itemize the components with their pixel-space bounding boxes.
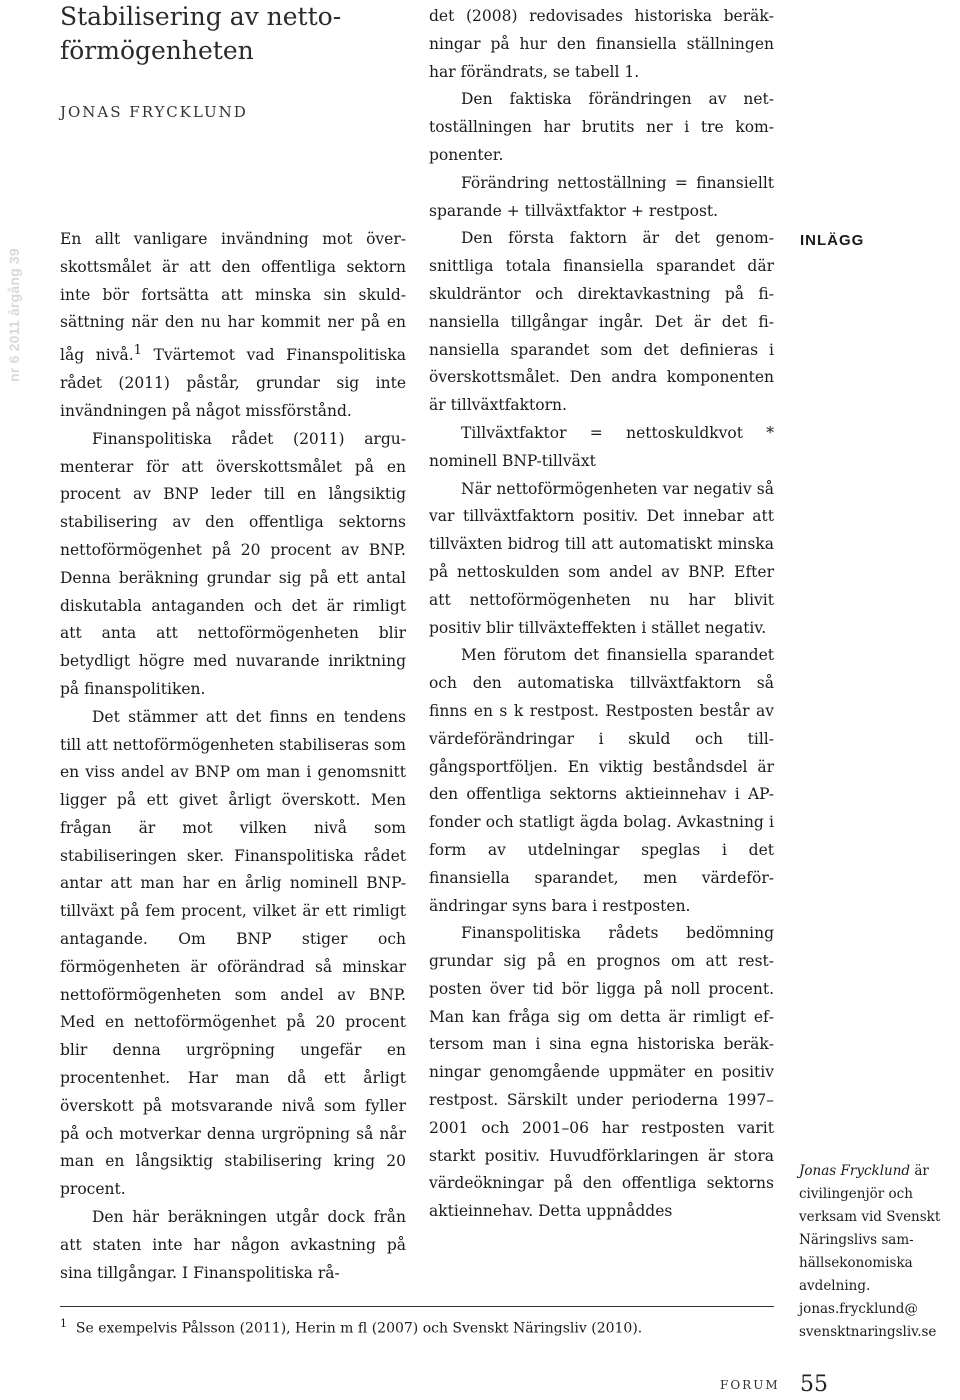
- section-label: INLÄGG: [800, 232, 865, 249]
- bio-email-line2: svensktnaringsliv.se: [799, 1324, 937, 1340]
- footnote-text: Se exempelvis Pålsson (2011), Herin m fl (2007) och Svenskt Näringsliv (2010).: [75, 1320, 643, 1337]
- equation-paragraph: Förändring nettoställning = finansiellt sparande + tillväxtfaktor + restpost.: [429, 173, 774, 220]
- paragraph: [60, 226, 406, 426]
- paragraph: Den här beräkningen utgår dock från att staten inte har någon avkastning på sina tillgångar. I Finanspolitiska rå-: [60, 1208, 406, 1282]
- paragraph: Finanspolitiska rådet (2011) argumenterar för att överskottsmålet på en procent av BNP leder till en långsiktig stabilisering av den offentliga sektorns nettoförmögenhet på 20 procent av BNP. Denna beräkning grundar sig på ett antal diskutabla antaganden och det är rimligt att anta att nettoförmögenheten blir betydligt högre med nuvarande inriktning på finanspolitiken.: [60, 429, 406, 698]
- issue-label-text: nr 6 2011 årgång 39: [6, 248, 22, 382]
- article-column-2: [429, 3, 774, 1226]
- paragraph: det (2008) redovisades historiska beräkningar på hur den finansiella ställningen har förändrats, se tabell 1.: [429, 7, 774, 81]
- bio-email-line1: jonas.frycklund@: [799, 1301, 918, 1317]
- footnote: [60, 1313, 774, 1340]
- issue-side-label: [2, 222, 26, 408]
- footnote-reference: 1: [133, 343, 142, 359]
- paragraph-text: Tvärtemot vad Finanspolitiska rådet (2011) påstår, grundar sig inte invändningen på något missförstånd.: [60, 346, 406, 420]
- footnote-divider: [60, 1306, 774, 1307]
- paragraph-text: En allt vanligare invändning mot överskottsmålet är att den offentliga sektorn inte bör fortsätta att minska sin skuldsättning när den nu har kommit ner på en låg nivå.: [60, 230, 406, 365]
- footnote-marker: 1: [60, 1317, 67, 1330]
- paragraph: Finanspolitiska rådets bedömning grundar sig på en prognos om att restposten över tid bör ligga på noll procent. Man kan fråga sig om detta är rimligt eftersom man i sina egna historiska beräkningar genomgående uppmäter en positiv restpost. Särskilt under perioderna 1997–2001 och 2001–06 har restposten varit starkt positiv. Huvudförklaringen är stora värdeökningar på den offentliga sektorns aktieinnehav. Detta uppnåddes: [429, 924, 774, 1221]
- author-byline: JONAS FRYCKLUND: [60, 103, 248, 121]
- author-bio: [799, 1160, 959, 1344]
- equation-paragraph: Tillväxtfaktor = nettoskuldkvot * nominell BNP-tillväxt: [429, 423, 774, 470]
- paragraph: När nettoförmögenheten var negativ så var tillväxtfaktorn positiv. Det innebar att tillväxten bidrog till att automatiskt minska på nettoskulden som andel av BNP. Efter att nettoförmögenheten nu har blivit positiv blir tillväxteffekten i stället negativ.: [429, 479, 774, 637]
- article-title: Stabilisering av nettoförmögenheten: [60, 2, 342, 65]
- paragraph: Den faktiska förändringen av nettoställningen har brutits ner i tre komponenter.: [429, 90, 774, 164]
- page-number: 55: [800, 1372, 828, 1397]
- bio-text: är civilingenjör och verksam vid Svenskt Näringslivs samhällsekonomiska avdelning.: [799, 1163, 941, 1294]
- paragraph: Men förutom det finansiella sparandet och den automatiska tillväxtfaktorn så finns en s k restpost. Restposten består av värdeförändringar i skuld och tillgångsportföljen. En viktig beståndsdel är den offentliga sektorns aktieinnehav i AP-fonder och statligt ägda bolag. Avkastning i form av utdelningar speglas i det finansiella sparandet, men värdeförändringar syns bara i restposten.: [429, 646, 774, 915]
- bio-name: Jonas Frycklund: [799, 1163, 911, 1179]
- paragraph: Det stämmer att det finns en tendens till att nettoförmögenheten stabiliseras som en viss andel av BNP om man i genomsnitt ligger på ett givet årligt överskott. Men frågan är mot vilken nivå som stabiliseringen sker. Finanspolitiska rådet antar att man har en årlig nominell BNP-tillväxt på fem procent, vilket är ett rimligt antagande. Om BNP stiger och förmögenheten är oförändrad så minskar nettoförmögenheten som andel av BNP. Med en nettoförmögenhet på 20 procent blir denna urgröpning ungefär en procentenhet. Har man då ett årligt överskott på motsvarande nivå som fyller på och motverkar denna urgröpning så når man en långsiktig stabilisering kring 20 procent.: [60, 707, 406, 1199]
- paragraph: Den första faktorn är det genomsnittliga totala finansiella sparandet där skuldräntor och direktavkastning på finansiella tillgångar ingår. Det är det finansiella sparandet som det definieras i överskottsmålet. Den andra komponenten är tillväxtfaktorn.: [429, 229, 774, 415]
- publication-name: FORUM: [720, 1378, 780, 1392]
- article-column-1: [60, 226, 406, 1287]
